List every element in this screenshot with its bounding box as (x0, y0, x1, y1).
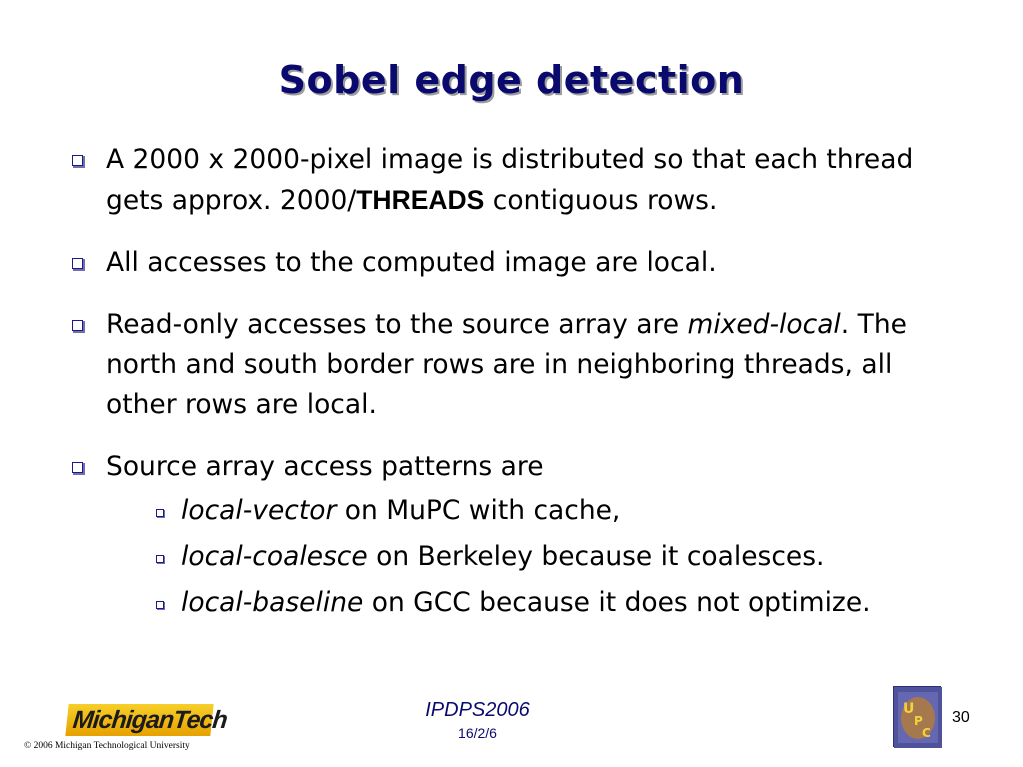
page-number: 30 (952, 709, 970, 726)
mixed-local-term: mixed-local (687, 309, 841, 340)
slide-title: Sobel edge detection (278, 58, 745, 102)
square-bullet-icon (72, 320, 83, 331)
square-bullet-icon (72, 258, 83, 269)
sub-bullet-item: local-vector on MuPC with cache, (106, 491, 952, 531)
bullet-item: Source array access patterns are local-vector on MuPC with cache, local-coalesce on Berkeley because it coalesces. local-baseline on GCC because it does not optimize. (72, 447, 952, 623)
square-bullet-icon (72, 155, 83, 166)
upc-logo-icon (893, 686, 941, 747)
conference-name: IPDPS2006 (425, 699, 530, 721)
sub-bullet-item: local-coalesce on Berkeley because it coalesces. (106, 537, 952, 577)
slide-date: 16/2/6 (458, 725, 497, 741)
upc-logo-graphic (894, 687, 942, 748)
small-square-bullet-icon (156, 601, 164, 609)
square-bullet-icon (72, 462, 83, 473)
threads-keyword: THREADS (356, 185, 485, 215)
sub-bullet-list (106, 491, 952, 623)
bullet-item: All accesses to the computed image are local. (72, 243, 952, 283)
bullet-list (72, 140, 952, 645)
copyright-notice: © 2006 Michigan Technological University (24, 741, 190, 751)
small-square-bullet-icon (156, 509, 164, 517)
svg-text:C: C (922, 726, 931, 740)
svg-text:U: U (903, 701, 915, 717)
sub-bullet-item: local-baseline on GCC because it does not optimize. (106, 583, 952, 623)
bullet-item: Read-only accesses to the source array are mixed-local. The north and south border rows are in neighboring threads, all other rows are local. (72, 305, 952, 425)
svg-text:P: P (914, 714, 923, 728)
michigan-tech-logo: MichiganTech (65, 704, 213, 736)
bullet-item: A 2000 x 2000-pixel image is distributed so that each thread gets approx. 2000/THREADS contiguous rows. (72, 140, 952, 221)
small-square-bullet-icon (156, 555, 164, 563)
